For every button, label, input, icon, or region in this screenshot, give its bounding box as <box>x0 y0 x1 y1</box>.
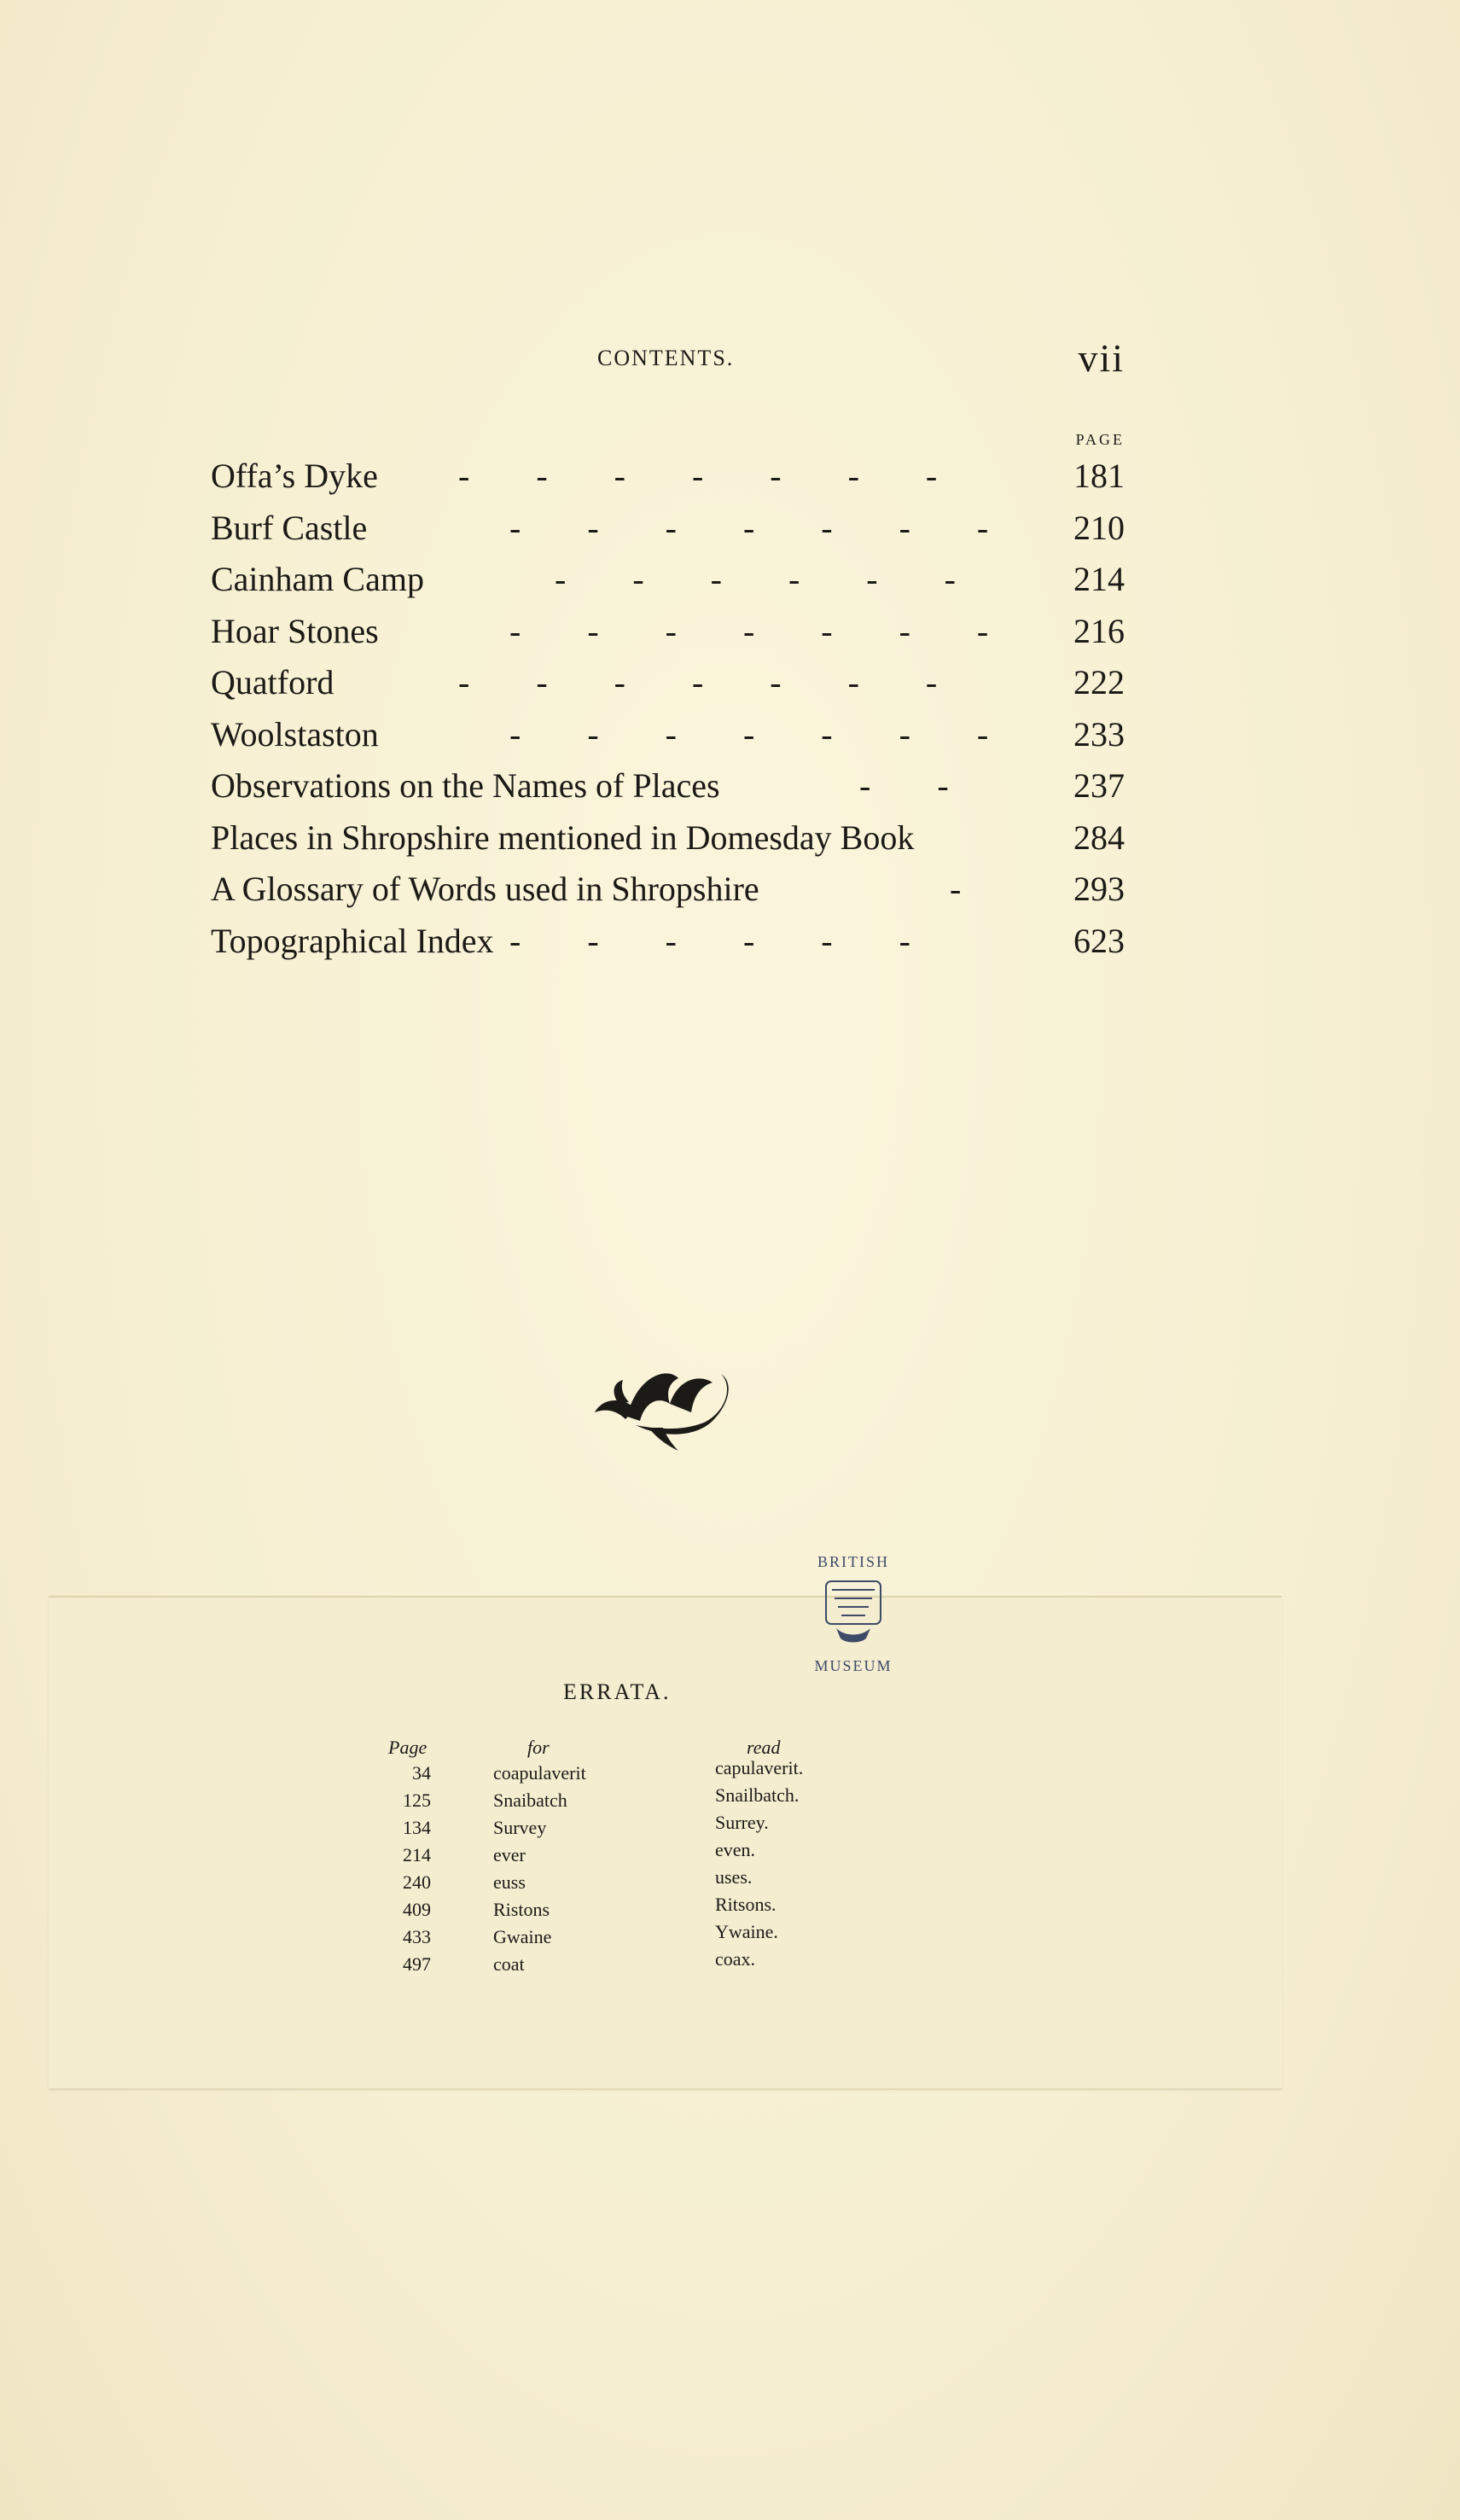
page-number: vii <box>1078 336 1125 380</box>
toc-entry-title: Burf Castle <box>211 508 368 547</box>
toc-entry-leader: - <box>950 870 991 908</box>
toc-entry-page: 222 <box>1073 663 1125 701</box>
toc-entry <box>211 657 1125 709</box>
errata-for: ever <box>493 1844 526 1865</box>
toc-entry-page: 237 <box>1073 766 1125 805</box>
errata-read: uses. <box>715 1866 753 1888</box>
toc-entry-title: Topographical Index <box>211 921 494 960</box>
toc-entry-page: 293 <box>1073 870 1125 908</box>
toc-entry-leader: - - - - - - - <box>458 457 967 495</box>
toc-entry <box>211 554 1125 606</box>
errata-read: Snailbatch. <box>715 1784 800 1806</box>
toc-entry-title: Cainham Camp <box>211 560 424 598</box>
toc-entry <box>211 812 1125 864</box>
errata-page: 409 <box>403 1899 431 1920</box>
toc-entry-page: 214 <box>1073 560 1125 598</box>
errata-title: ERRATA. <box>563 1679 672 1704</box>
errata-page: 240 <box>403 1871 431 1893</box>
errata-for: Ristons <box>493 1899 550 1920</box>
toc-entry <box>211 606 1125 658</box>
errata-page: 134 <box>403 1817 431 1838</box>
errata-header-page: Page <box>388 1737 428 1758</box>
errata-page: 125 <box>403 1790 431 1811</box>
errata-for: Survey <box>493 1817 547 1838</box>
toc-entry-title: Quatford <box>211 663 334 701</box>
errata-slip <box>49 1596 1282 2090</box>
toc-entry-leader: - - - - - - - <box>458 663 967 701</box>
errata-for: coapulaverit <box>493 1762 586 1784</box>
toc-entry-leader: - - - - - - - <box>509 508 1018 547</box>
errata-page: 34 <box>412 1762 431 1784</box>
toc-entry-page: 284 <box>1073 818 1125 857</box>
toc-entry-leader: - - - - - - <box>509 921 939 960</box>
errata-header-for: for <box>527 1737 550 1758</box>
errata-read: capulaverit. <box>715 1757 804 1778</box>
toc-entry-page: 216 <box>1073 611 1125 650</box>
errata-page: 214 <box>403 1844 431 1865</box>
table-of-contents <box>211 451 1125 967</box>
errata-page: 433 <box>403 1926 431 1947</box>
toc-entry-leader: - - - - - - - <box>509 611 1018 650</box>
toc-entry <box>211 916 1125 968</box>
toc-entry-title: A Glossary of Words used in Shropshire <box>211 870 759 908</box>
errata-header-read: read <box>747 1737 781 1758</box>
errata-page: 497 <box>403 1953 431 1975</box>
toc-entry-page: 233 <box>1073 714 1125 754</box>
toc-entry-title: Places in Shropshire mentioned in Domesday Book <box>211 818 915 857</box>
toc-entry-title: Woolstaston <box>211 714 379 754</box>
toc-entry <box>211 760 1125 812</box>
toc-entry-leader: - - - - - - - <box>509 714 1018 754</box>
toc-entry <box>211 864 1125 916</box>
errata-for: euss <box>493 1871 526 1893</box>
stamp-bottom-text: MUSEUM <box>814 1657 893 1674</box>
toc-entry-page: 210 <box>1073 508 1125 547</box>
errata-read: Surrey. <box>715 1812 769 1833</box>
toc-entry-leader: - - <box>859 766 978 805</box>
errata-read: even. <box>715 1839 756 1860</box>
toc-entry-page: 623 <box>1073 921 1125 960</box>
toc-entry-page: 181 <box>1073 457 1125 495</box>
errata-for: Snaibatch <box>493 1790 567 1811</box>
errata-read: Ritsons. <box>715 1894 777 1915</box>
page-column-label: PAGE <box>1075 431 1125 448</box>
toc-entry-title: Offa’s Dyke <box>211 457 378 495</box>
toc-entry-title: Observations on the Names of Places <box>211 766 720 805</box>
errata-for: Gwaine <box>493 1926 552 1947</box>
errata-read: coax. <box>715 1948 756 1970</box>
running-header-title: CONTENTS. <box>597 346 735 370</box>
toc-entry <box>211 503 1125 555</box>
floral-ornament-icon <box>585 1344 755 1455</box>
errata-for: coat <box>493 1953 525 1975</box>
stamp-top-text: BRITISH <box>817 1553 890 1570</box>
errata-read: Ywaine. <box>715 1921 778 1942</box>
toc-entry-leader: - - - - - - <box>555 560 985 598</box>
toc-entry-title: Hoar Stones <box>211 611 379 650</box>
museum-stamp-icon <box>785 1543 922 1696</box>
toc-entry <box>211 451 1125 503</box>
toc-entry <box>211 709 1125 761</box>
